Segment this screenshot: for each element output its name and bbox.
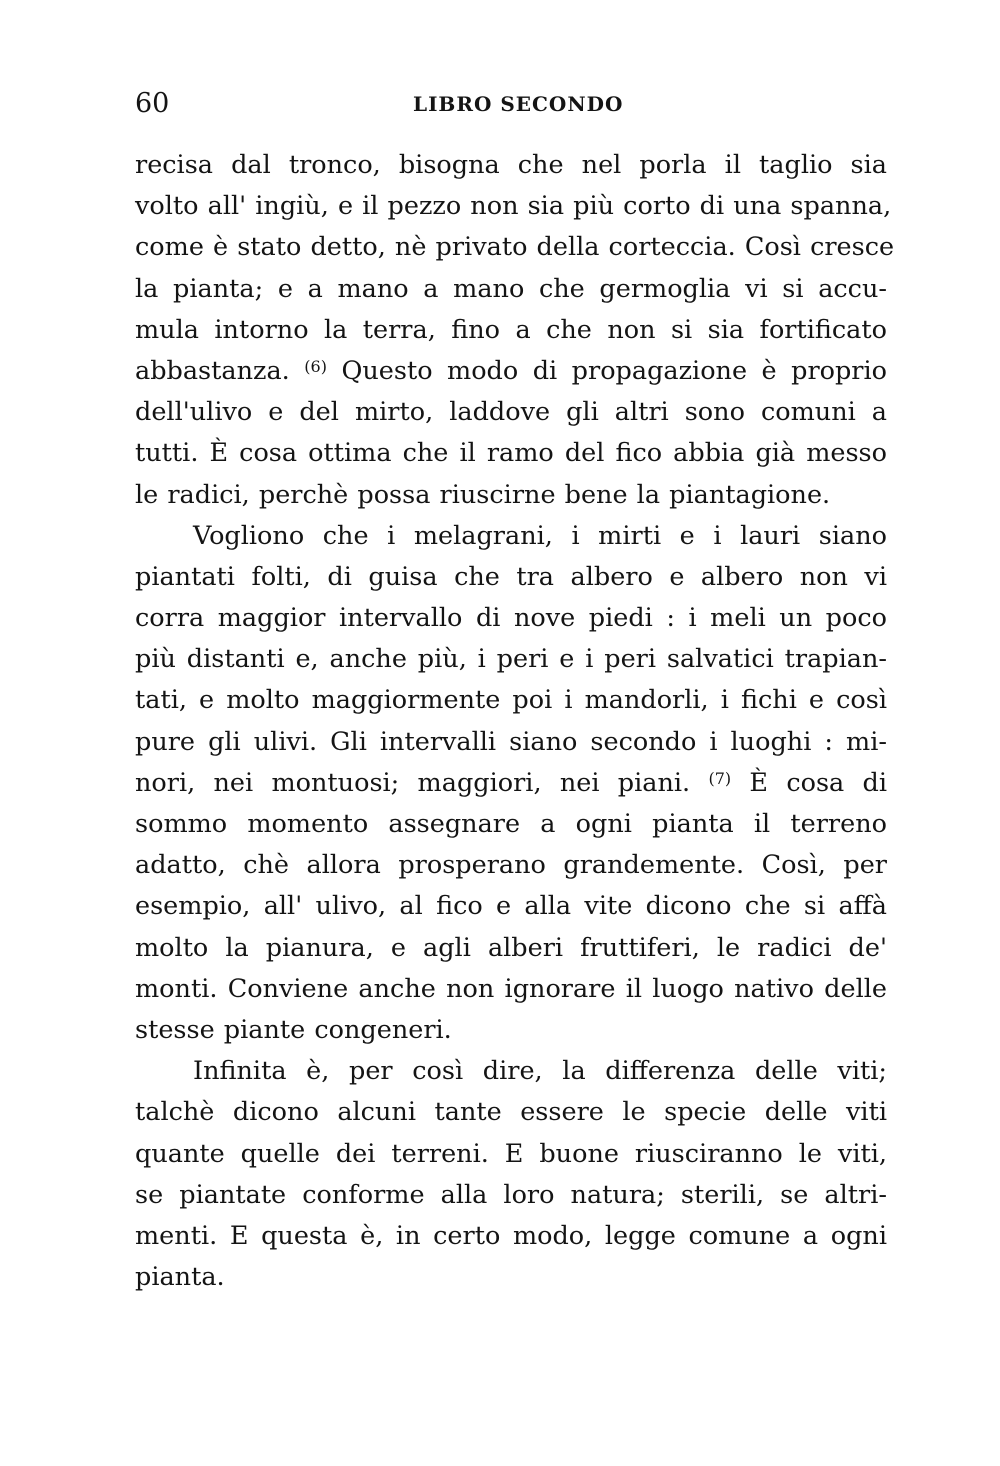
text-line (135, 310, 887, 351)
line-text: se piantate conforme alla loro natura; sterili, se altri- (135, 1179, 887, 1210)
text-line (135, 1216, 887, 1257)
body-text (135, 145, 895, 1298)
line-text: sommo momento assegnare a ogni pianta il terreno (135, 809, 887, 839)
text-line (135, 1092, 887, 1133)
line-text: mula intorno la terra, fino a che non si sia fortificato (135, 314, 887, 345)
line-text: menti. E questa è, in certo modo, legge comune a ogni (135, 1220, 887, 1251)
line-text: Infinita è, per così dire, la differenza delle viti; (193, 1056, 887, 1087)
text-line (135, 1051, 887, 1092)
text-line (135, 1134, 887, 1175)
line-text: adatto, chè allora prosperano grandemente. Così, per (135, 850, 887, 881)
line-text: tutti. È cosa ottima che il ramo del fico abbia già messo (135, 438, 887, 469)
line-text: più distanti e, anche più, i peri e i peri salvatici trapian- (135, 644, 887, 675)
text-line (135, 433, 887, 474)
text-line (135, 475, 887, 516)
text-line (135, 598, 887, 639)
paragraph (135, 516, 887, 1051)
text-line (135, 392, 887, 433)
footnote-marker: (6) (304, 356, 327, 376)
line-text: talchè dicono alcuni tante essere le specie delle viti (135, 1097, 887, 1128)
section-title: LIBRO SECONDO (413, 92, 624, 116)
line-text: recisa dal tronco, bisogna che nel porla il taglio sia (135, 150, 887, 180)
page-number: 60 (135, 88, 170, 119)
text-line (135, 680, 887, 721)
text-line (135, 1257, 887, 1298)
line-text-continued: Questo modo di propagazione è proprio (341, 355, 888, 386)
paragraph (135, 145, 895, 516)
text-line (135, 886, 887, 927)
line-text: piantati folti, di guisa che tra albero e albero non vi (135, 561, 887, 592)
line-text: nori, nei montuosi; maggiori, nei piani. (135, 767, 691, 798)
text-line (135, 1175, 887, 1216)
text-line (135, 227, 895, 268)
line-text: le radici, perchè possa riuscirne bene la piantagione. (135, 479, 831, 510)
line-text: molto la pianura, e agli alberi fruttiferi, le radici de' (135, 932, 887, 963)
text-line (135, 557, 887, 598)
text-line (135, 969, 887, 1010)
footnote-marker: (7) (708, 768, 732, 788)
line-text: monti. Conviene anche non ignorare il luogo nativo delle (135, 973, 887, 1004)
line-text: come è stato detto, nè privato della corteccia. Così cresce (135, 232, 895, 263)
text-line (135, 639, 887, 680)
line-text: volto all' ingiù, e il pezzo non sia più corto di una spanna, (135, 191, 892, 222)
paragraph (135, 1051, 887, 1298)
line-text-continued: È cosa di (749, 767, 888, 798)
line-text: stesse piante congeneri. (135, 1014, 452, 1045)
text-line (135, 804, 887, 845)
running-head (135, 84, 885, 124)
line-text: Vogliono che i melagrani, i mirti e i lauri siano (193, 520, 887, 551)
text-line (135, 763, 887, 804)
text-line (135, 516, 887, 557)
line-text: pure gli ulivi. Gli intervalli siano secondo i luoghi : mi- (135, 726, 887, 757)
text-line (135, 845, 887, 886)
text-line (135, 145, 887, 186)
line-text: corra maggior intervallo di nove piedi : i meli un poco (135, 603, 887, 634)
line-text: quante quelle dei terreni. E buone riusciranno le viti, (135, 1138, 887, 1169)
text-line (135, 1010, 887, 1051)
text-line (135, 928, 887, 969)
line-text: la pianta; e a mano a mano che germoglia vi si accu- (135, 273, 887, 304)
line-text: dell'ulivo e del mirto, laddove gli altri sono comuni a (135, 397, 887, 428)
text-line (135, 269, 887, 310)
line-text: esempio, all' ulivo, al fico e alla vite dicono che si affà (135, 891, 887, 922)
text-line (135, 351, 887, 392)
line-text: pianta. (135, 1262, 225, 1293)
text-line (135, 186, 892, 227)
text-line (135, 722, 887, 763)
line-text: tati, e molto maggiormente poi i mandorli, i fichi e così (135, 685, 887, 716)
line-text: abbastanza. (135, 355, 290, 386)
